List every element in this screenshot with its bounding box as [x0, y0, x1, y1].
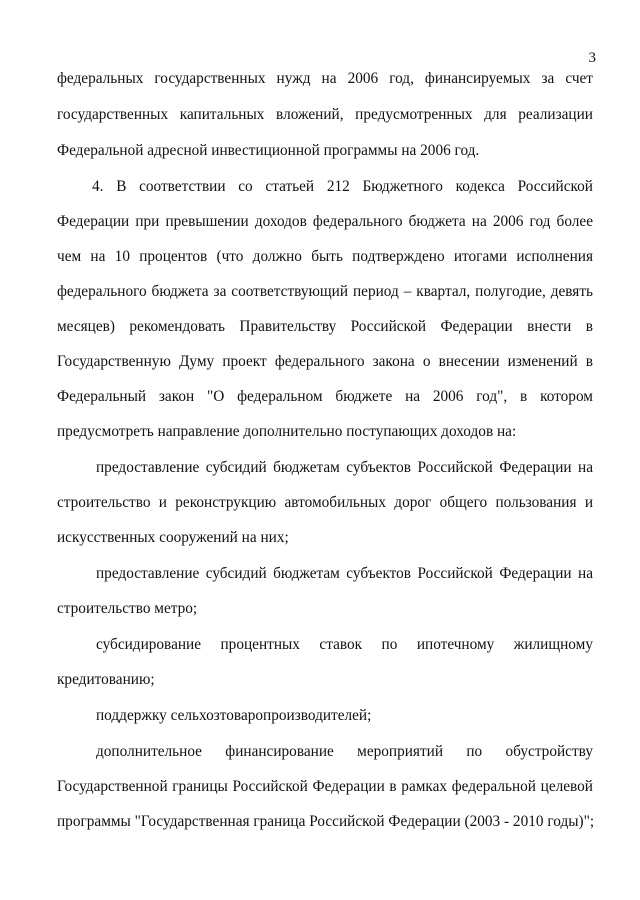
text-line: месяцев) рекомендовать Правительству Российской Федерации внести в [57, 318, 593, 335]
text-line: федеральных государственных нужд на 2006 год, финансируемых за счет [57, 70, 593, 87]
text-line: искусственных сооружений на них; [57, 529, 289, 546]
text-line: поддержку сельхозтоваропроизводителей; [96, 707, 372, 724]
text-line: предусмотреть направление дополнительно поступающих доходов на: [57, 423, 517, 440]
text-line: дополнительное финансирование мероприятий по обустройству [96, 743, 593, 760]
text-line: предоставление субсидий бюджетам субъектов Российской Федерации на [96, 565, 593, 582]
text-line: 4. В соответствии со статьей 212 Бюджетного кодекса Российской [92, 178, 593, 195]
text-line: кредитованию; [57, 671, 155, 688]
text-line: субсидирование процентных ставок по ипотечному жилищному [96, 636, 593, 653]
text-line: строительство метро; [57, 600, 198, 617]
text-line: программы "Государственная граница Российской Федерации (2003 - 2010 годы)"; [57, 813, 595, 830]
text-line: федерального бюджета за соответствующий период – квартал, полугодие, девять [57, 283, 593, 300]
page-number: 3 [588, 50, 596, 66]
text-line: предоставление субсидий бюджетам субъектов Российской Федерации на [96, 459, 593, 476]
text-line: Федеральной адресной инвестиционной программы на 2006 год. [57, 142, 480, 159]
text-line: строительство и реконструкцию автомобильных дорог общего пользования и [57, 494, 593, 511]
text-line: Государственную Думу проект федерального закона о внесении изменений в [57, 353, 593, 370]
text-line: Федеральный закон "О федеральном бюджете на 2006 год", в котором [57, 388, 593, 405]
text-line: Государственной границы Российской Федерации в рамках федеральной целевой [57, 778, 593, 795]
text-line: чем на 10 процентов (что должно быть подтверждено итогами исполнения [57, 248, 593, 265]
text-line: Федерации при превышении доходов федерального бюджета на 2006 год более [57, 213, 593, 230]
text-line: государственных капитальных вложений, предусмотренных для реализации [57, 106, 593, 123]
